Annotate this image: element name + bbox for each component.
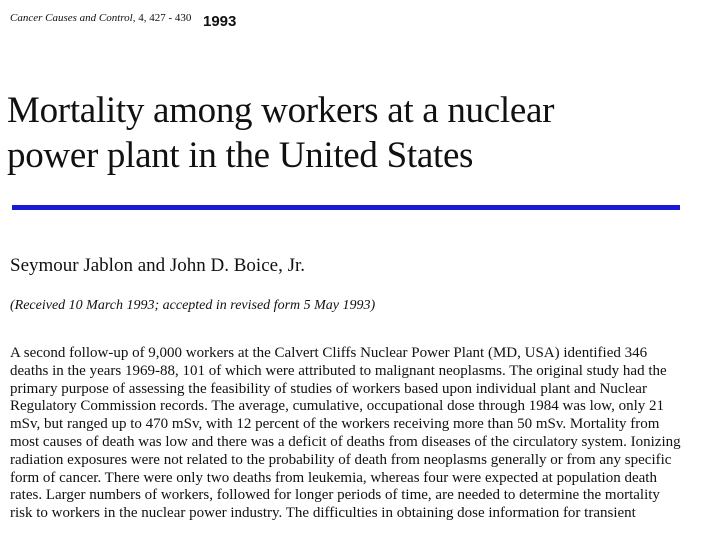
authors: Seymour Jablon and John D. Boice, Jr.: [10, 255, 306, 276]
abstract-line: Regulatory Commission records. The average, cumulative, occupational dose through 1984 was low, only 21: [10, 398, 665, 415]
abstract-line: risk to workers in the nuclear power industry. The difficulties in obtaining dose information for transient: [10, 505, 636, 522]
abstract-line: A second follow-up of 9,000 workers at the Calvert Cliffs Nuclear Power Plant (MD, USA) identified 346: [10, 345, 648, 361]
abstract-line: deaths in the years 1969-88, 101 of which were attributed to malignant neoplasms. The original study had the: [10, 362, 667, 379]
abstract: [10, 345, 714, 523]
abstract-line: radiation exposures were not related to the probability of death from neoplasms generally or from any specific: [10, 451, 672, 468]
blue-divider: [12, 205, 680, 210]
journal-volume-pages: 4, 427 - 430: [138, 12, 192, 24]
abstract-line: mSv, but ranged up to 470 mSv, with 12 percent of the workers receiving more than 50 mSv. Mortality from: [10, 416, 660, 433]
journal-citation: [10, 12, 191, 24]
journal-name: Cancer Causes and Control,: [10, 12, 136, 24]
abstract-line: rates. Larger numbers of workers, followed for longer periods of time, are needed to determine the mortality: [10, 487, 660, 504]
year-stamp: 1993: [203, 13, 237, 30]
abstract-line: most causes of death was low and there was a deficit of deaths from diseases of the circulatory system. Ionizing: [10, 433, 681, 450]
paper-title: [7, 88, 707, 178]
abstract-line: primary purpose of assessing the feasibility of studies of workers based upon individual plant and Nuclear: [10, 380, 647, 397]
received-dates: (Received 10 March 1993; accepted in revised form 5 May 1993): [10, 298, 376, 313]
abstract-line: form of cancer. There were only two deaths from leukemia, whereas four were expected at population death: [10, 469, 657, 486]
title-line: Mortality among workers at a nuclear: [7, 90, 555, 131]
title-line: power plant in the United States: [7, 135, 474, 176]
